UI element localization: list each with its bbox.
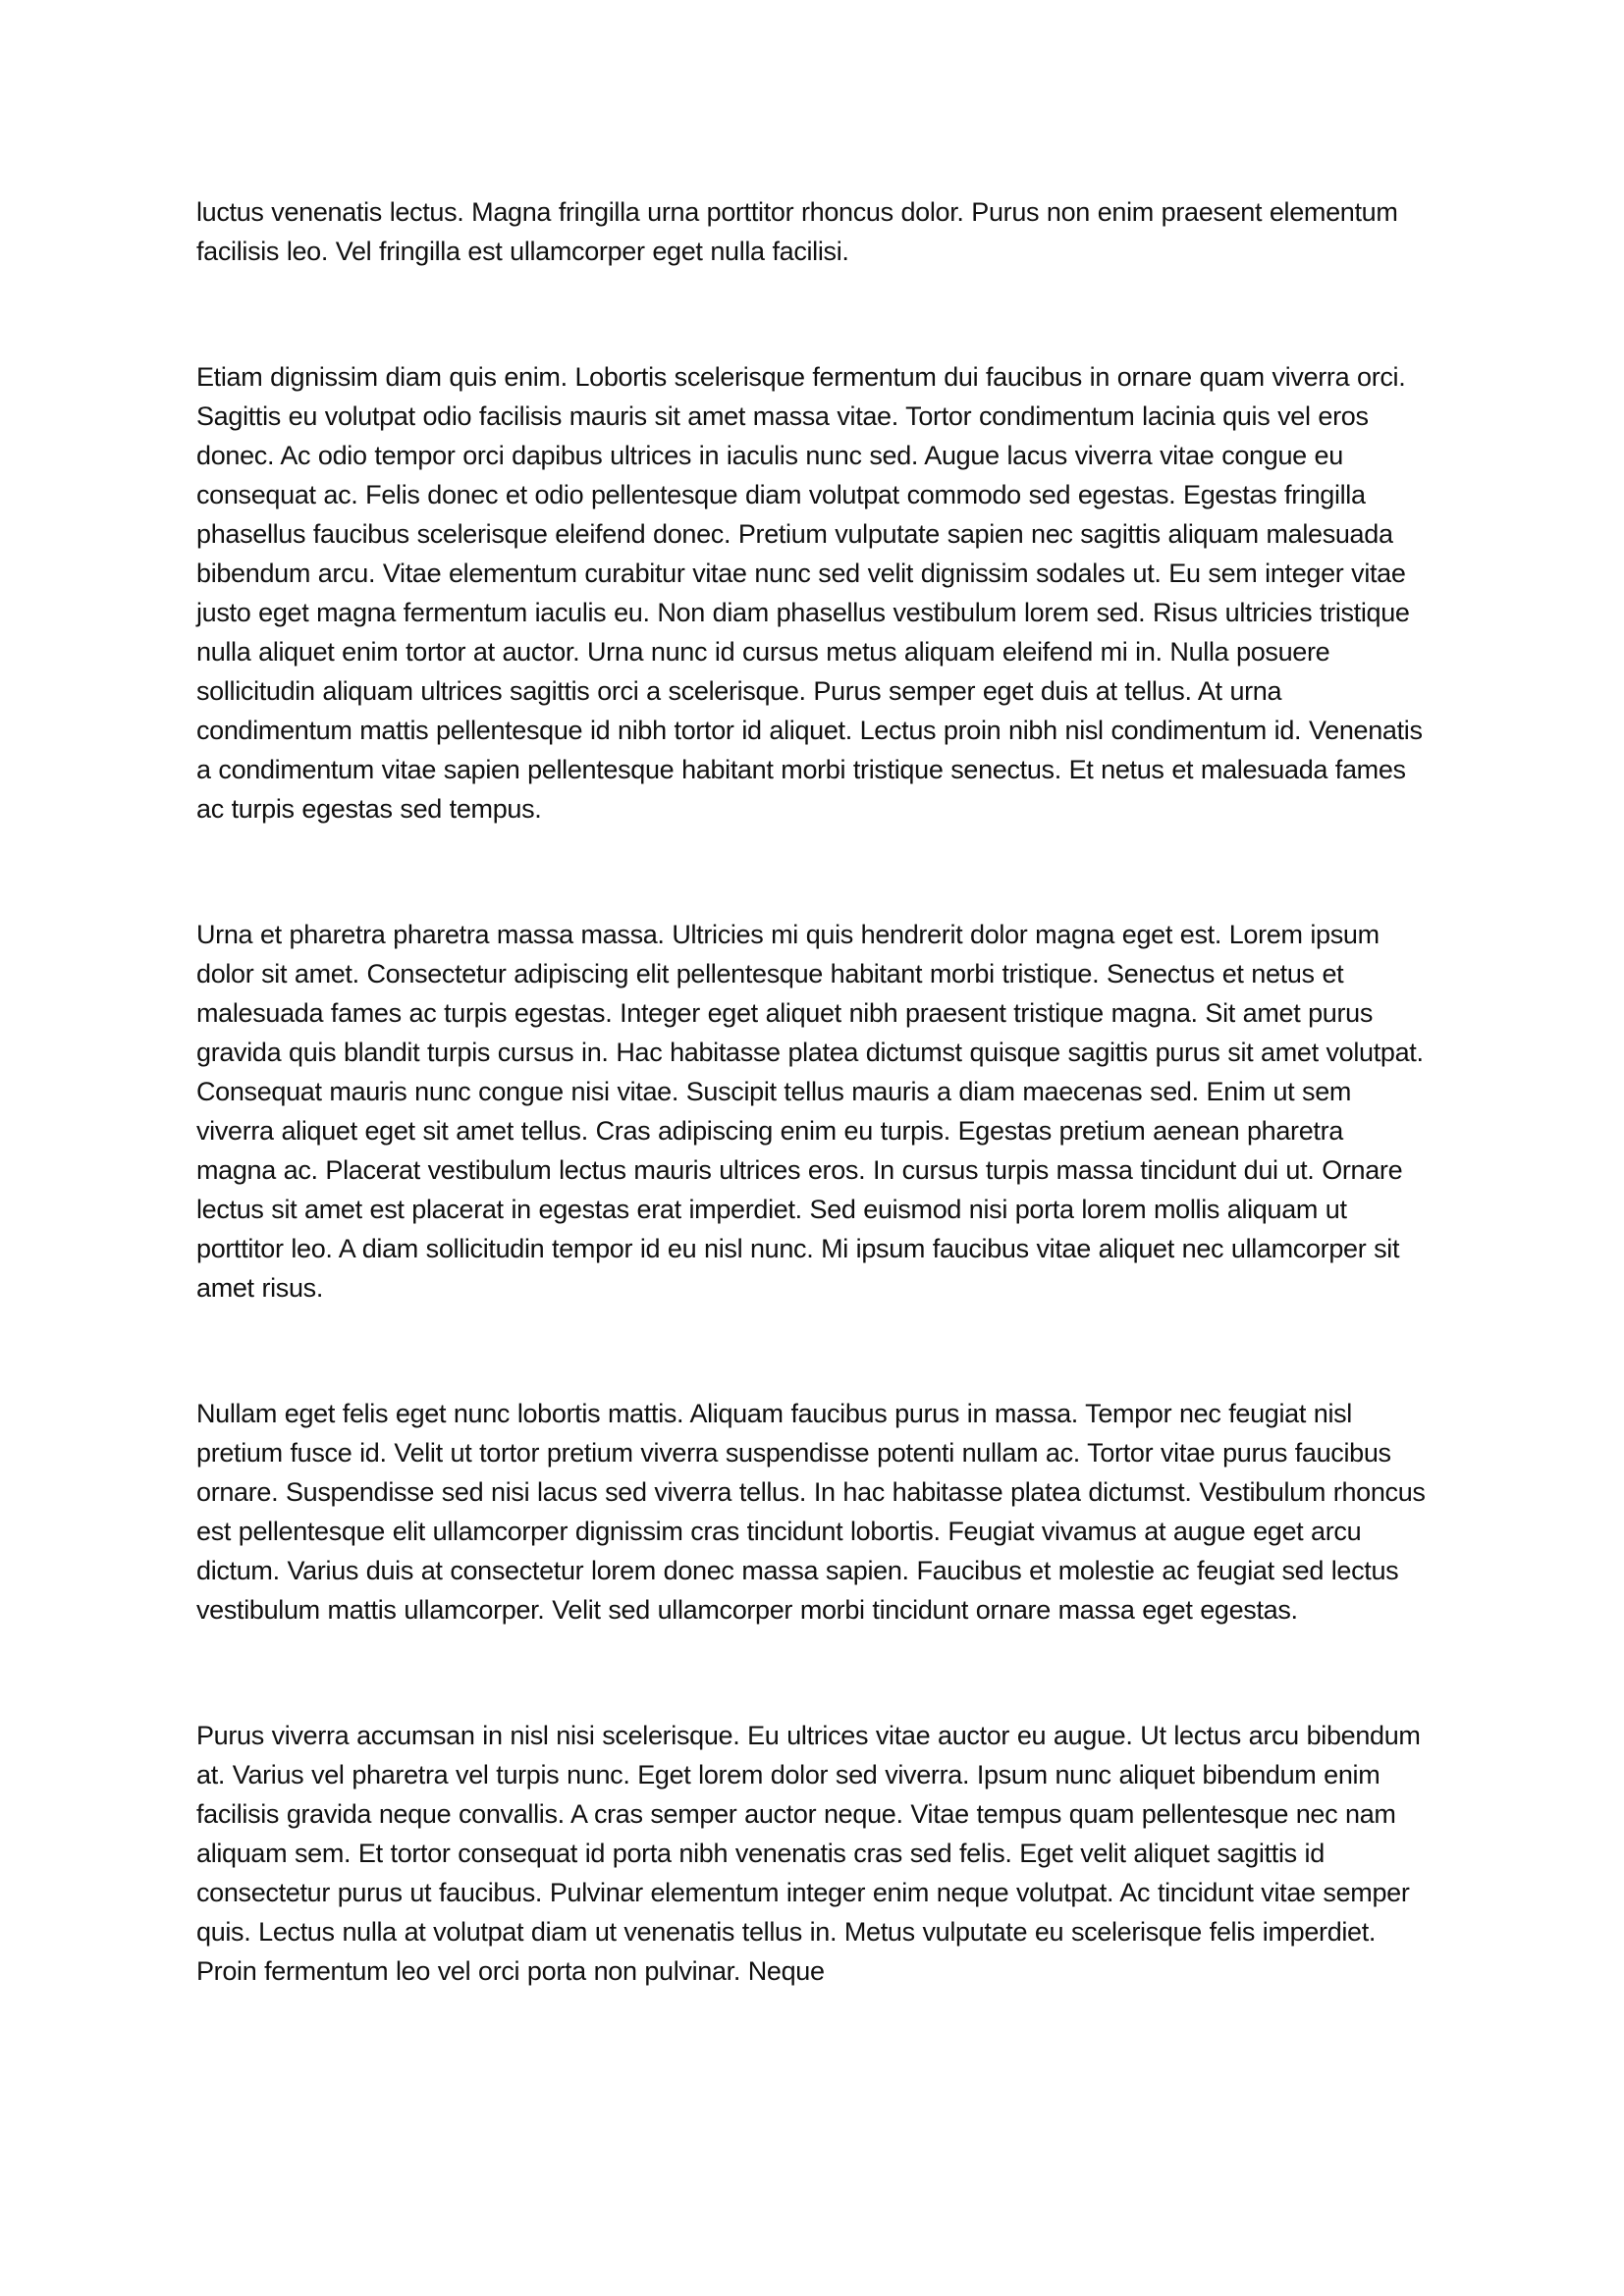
document-text-area	[196, 192, 1426, 1991]
paragraph: Etiam dignissim diam quis enim. Lobortis scelerisque fermentum dui faucibus in ornare quam viverra orci. Sagittis eu volutpat odio facilisis mauris sit amet massa vitae. Tortor condimentum lacinia quis vel eros donec. Ac odio tempor orci dapibus ultrices in iaculis nunc sed. Augue lacus viverra vitae congue eu consequat ac. Felis donec et odio pellentesque diam volutpat commodo sed egestas. Egestas fringilla phasellus faucibus scelerisque eleifend donec. Pretium vulputate sapien nec sagittis aliquam malesuada bibendum arcu. Vitae elementum curabitur vitae nunc sed velit dignissim sodales ut. Eu sem integer vitae justo eget magna fermentum iaculis eu. Non diam phasellus vestibulum lorem sed. Risus ultricies tristique nulla aliquet enim tortor at auctor. Urna nunc id cursus metus aliquam eleifend mi in. Nulla posuere sollicitudin aliquam ultrices sagittis orci a scelerisque. Purus semper eget duis at tellus. At urna condimentum mattis pellentesque id nibh tortor id aliquet. Lectus proin nibh nisl condimentum id. Venenatis a condimentum vitae sapien pellentesque habitant morbi tristique senectus. Et netus et malesuada fames ac turpis egestas sed tempus.	[196, 362, 1423, 824]
paragraph: luctus venenatis lectus. Magna fringilla urna porttitor rhoncus dolor. Purus non enim praesent elementum facilisis leo. Vel fringilla est ullamcorper eget nulla facilisi.	[196, 197, 1398, 266]
paragraph: Nullam eget felis eget nunc lobortis mattis. Aliquam faucibus purus in massa. Tempor nec feugiat nisl pretium fusce id. Velit ut tortor pretium viverra suspendisse potenti nullam ac. Tortor vitae purus faucibus ornare. Suspendisse sed nisi lacus sed viverra tellus. In hac habitasse platea dictumst. Vestibulum rhoncus est pellentesque elit ullamcorper dignissim cras tincidunt lobortis. Feugiat vivamus at augue eget arcu dictum. Varius duis at consectetur lorem donec massa sapien. Faucibus et molestie ac feugiat sed lectus vestibulum mattis ullamcorper. Velit sed ullamcorper morbi tincidunt ornare massa eget egestas.	[196, 1399, 1426, 1625]
paragraph: Urna et pharetra pharetra massa massa. Ultricies mi quis hendrerit dolor magna eget est. Lorem ipsum dolor sit amet. Consectetur adipiscing elit pellentesque habitant morbi tristique. Senectus et netus et malesuada fames ac turpis egestas. Integer eget aliquet nibh praesent tristique magna. Sit amet purus gravida quis blandit turpis cursus in. Hac habitasse platea dictumst quisque sagittis purus sit amet volutpat. Consequat mauris nunc congue nisi vitae. Suscipit tellus mauris a diam maecenas sed. Enim ut sem viverra aliquet eget sit amet tellus. Cras adipiscing enim eu turpis. Egestas pretium aenean pharetra magna ac. Placerat vestibulum lectus mauris ultrices eros. In cursus turpis massa tincidunt dui ut. Ornare lectus sit amet est placerat in egestas erat imperdiet. Sed euismod nisi porta lorem mollis aliquam ut porttitor leo. A diam sollicitudin tempor id eu nisl nunc. Mi ipsum faucibus vitae aliquet nec ullamcorper sit amet risus.	[196, 920, 1424, 1303]
paragraph: Purus viverra accumsan in nisl nisi scelerisque. Eu ultrices vitae auctor eu augue. Ut lectus arcu bibendum at. Varius vel pharetra vel turpis nunc. Eget lorem dolor sed viverra. Ipsum nunc aliquet bibendum enim facilisis gravida neque convallis. A cras semper auctor neque. Vitae tempus quam pellentesque nec nam aliquam sem. Et tortor consequat id porta nibh venenatis cras sed felis. Eget velit aliquet sagittis id consectetur purus ut faucibus. Pulvinar elementum integer enim neque volutpat. Ac tincidunt vitae semper quis. Lectus nulla at volutpat diam ut venenatis tellus in. Metus vulputate eu scelerisque felis imperdiet. Proin fermentum leo vel orci porta non pulvinar. Neque	[196, 1721, 1421, 1986]
